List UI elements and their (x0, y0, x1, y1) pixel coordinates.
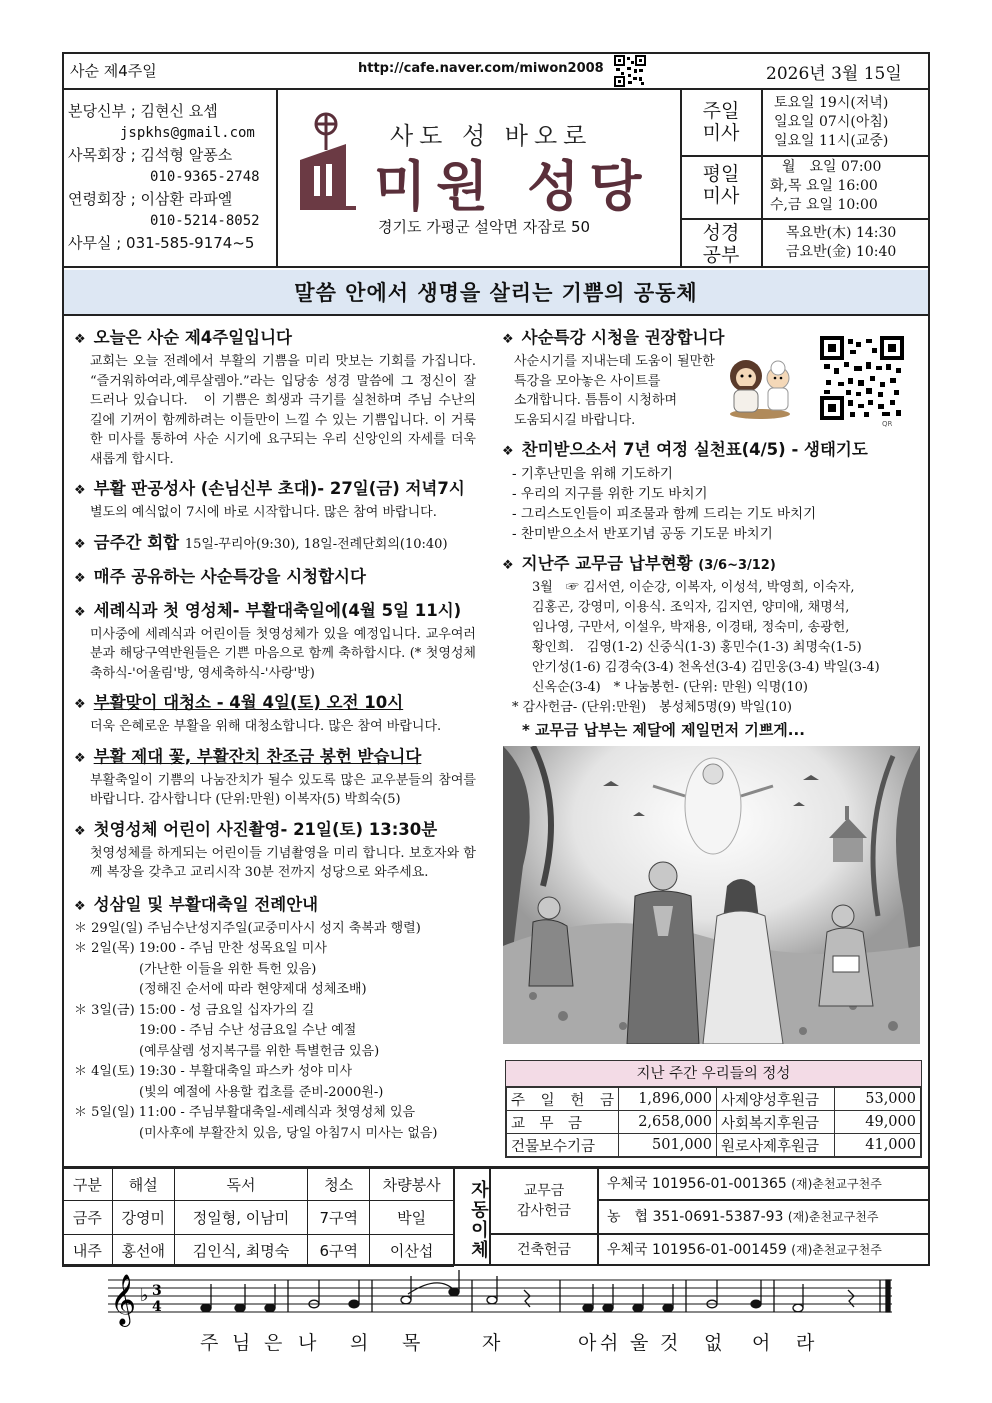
lent-sunday-body: 교회는 오늘 전례에서 부활의 기쁨을 미리 맛보는 기회를 가집니다. “즐거워하여라,예루살렘아.”라는 입당송 성경 말씀에 그 정신이 잘 드러나 있습니다. 이 기쁨은 희생과 극기를 실천하며 주님 수난의 길에 기꺼이 함께하려는 이들만이 느낄 수 있는 기쁨입니다. 이 거룩한 미사를 통하여 사순 시기에 요구되는 우리 신앙인의 자세를 더욱 새롭게 합시다. (90, 354, 476, 467)
cafe-url[interactable]: http://cafe.naver.com/miwon2008 (358, 61, 604, 76)
pastor: 본당신부 ; 김현신 요셉 (68, 102, 218, 120)
logo-subtitle: 사도 성 바오로 (390, 122, 593, 150)
flowers-body: 부활축일이 기쁨의 나눔잔치가 될수 있도록 많은 교우분들의 참여를 바랍니다. 감사합니다 (단위:만원) 이복자(5) 박희숙(5) (90, 772, 476, 807)
table-row: 주 일 헌 금 1,896,000 사제양성후원금 53,000 (507, 1088, 921, 1111)
diamond-icon: ❖ (74, 697, 86, 712)
section-meetings: ❖ 금주간 회합 15일-꾸리아(9:30), 18일-전례단회의(10:40) (74, 532, 448, 552)
sunday-mass-label: 주일 미사 (702, 100, 740, 144)
bible-study-times: 목요반(木) 14:30 금요반(金) 10:40 (786, 225, 897, 260)
triduum-list: ＊ 29일(일) 주님수난성지주일(교중미사시 성지 축복과 행렬) ＊ 2일(목) 19:00 - 주님 만찬 성목요일 미사 (가난한 이들을 위한 특헌 있음) (정해진 순서에 따라 현양제대 성체조배) ＊ 3일(금) 15:00 - 성 금요일 십자가의 길 19:00 - 주님 수난 성금요일 수난 예절 (예루살렘 성지복구를 위한 특별헌금 있음) ＊ 4일(토) 19:30 - 부활대축일 파스카 성야 미사 (빛의 예절에 사용할 컵초를 준비-2000원-) ＊ 5일(일) 11:00 - 주님부활대축일-세례식과 첫영성체 있음 (미사후에 부활잔치 있음, 당일 아침7시 미사는 없음) (74, 920, 438, 1141)
top-bar (62, 52, 930, 90)
laudato-si-list: - 기후난민을 위해 기도하기 - 우리의 지구를 위한 기도 바치기 - 그리스도인들이 피조물과 함께 드리는 기도 바치기 - 찬미받으소서 반포기념 공동 기도문 바치기 (512, 466, 817, 542)
diamond-icon: ❖ (74, 536, 86, 552)
table-row: 금주 강영미 정일형, 이남미 7구역 박일 (63, 1201, 454, 1235)
weekday-mass-times: 월 요일 07:00 화,목 요일 16:00 수,금 요일 10:00 (770, 159, 882, 213)
diamond-icon: ❖ (74, 570, 86, 586)
qr-code[interactable] (820, 336, 904, 428)
diamond-icon: ❖ (502, 558, 514, 573)
auto-transfer-label: 자동이체 (454, 1168, 490, 1266)
section-flowers: ❖ 부활 제대 꽃, 부활잔치 찬조금 봉헌 받습니다 (74, 746, 422, 766)
dues-list: 3월 ☞ 김서연, 이순강, 이복자, 이성석, 박영희, 이숙자, 김홍곤, 강영미, 이용식. 조익자, 김지연, 양미애, 채명석, 임나영, 구만서, 이설우, 박재용, 이경태, 정숙미, 송광헌, 황인희. 김영(1-2) 신중식(1-3) 홍민수(1-3) 최명숙(1-5) 안기성(1-6) 김경숙(3-4) 천옥선(3-4) 김민웅(3-4) 박일(3-4) 신옥순(3-4) * 나눔봉헌- (단위: 만원) 익명(10) (532, 580, 880, 695)
flat-icon: ♭ (140, 1285, 149, 1306)
offerings-table (505, 1060, 922, 1158)
offerings-title: 지난 주간 우리들의 정성 (506, 1061, 921, 1087)
qr-small (614, 55, 646, 91)
table-row: 내주 홍선애 김인식, 최명숙 6구역 이산섭 (63, 1235, 454, 1267)
sunday-mass-times: 토요일 19시(저녁) 일요일 07시(아침) 일요일 11시(교중) (774, 95, 889, 149)
section-confession: ❖ 부활 판공성사 (손님신부 초대)- 27일(금) 저녁7시 (74, 479, 465, 498)
baptism-body: 미사중에 세례식과 어린이들 첫영성체가 있을 예정입니다. 교우여러분과 해당구역반원들은 기쁜 마음으로 함께 축하합시다. (* 첫영성체 축하식-'어울림'방, 영세축하식-'사랑'방) (90, 626, 476, 681)
account-row-1[interactable]: 우체국 101956-01-001365 (재)춘천교구천주 (598, 1168, 930, 1200)
diamond-icon: ❖ (74, 604, 86, 620)
account-row-2[interactable]: 농 협 351-0691-5387-93 (재)춘천교구천주 (598, 1200, 930, 1234)
dues-note: * 교무금 납부는 제달에 제일먼저 기쁘게... (522, 721, 805, 739)
diamond-icon: ❖ (74, 750, 86, 766)
church-address: 경기도 가평군 설악면 자잠로 50 (378, 218, 591, 236)
table-row: 건물보수기금 501,000 원로사제후원금 41,000 (507, 1134, 921, 1157)
section-triduum: ❖ 성삼일 및 부활대축일 전례안내 (74, 894, 319, 914)
prayer-illustration (503, 746, 920, 1044)
diamond-icon: ❖ (74, 483, 86, 498)
bible-study-label: 성경 공부 (702, 222, 740, 266)
diamond-icon: ❖ (502, 332, 514, 347)
diamond-icon: ❖ (74, 898, 86, 914)
left-column (74, 326, 476, 1144)
memorial-president-phone: 010-5214-8052 (150, 213, 260, 229)
confession-body: 별도의 예식없이 7시에 바로 시작합니다. 많은 참여 바랍니다. (90, 505, 437, 520)
table-row: 교 무 금 2,658,000 사회복지후원금 49,000 (507, 1111, 921, 1134)
pastor-email[interactable]: jspkhs@gmail.com (120, 125, 255, 141)
diamond-icon: ❖ (74, 823, 86, 839)
thanks-offering: * 감사헌금- (단위:만원) 봉성체5명(9) 박일(10) (512, 700, 792, 715)
section-lent-lecture: ❖ 매주 공유하는 사순특강을 시청합시다 (74, 566, 366, 586)
diamond-icon: ❖ (74, 332, 86, 347)
council-president: 사목회장 ; 김석형 알퐁소 (68, 146, 233, 164)
section-dues: ❖ 지난주 교무금 납부현황 (3/6~3/12) (502, 554, 776, 573)
council-president-phone: 010-9365-2748 (150, 169, 260, 185)
section-photo: ❖ 첫영성체 어린이 사진촬영- 21일(토) 13:30분 (74, 819, 438, 839)
church-logo-icon (296, 110, 366, 224)
table-row: 구분 해설 독서 청소 차량봉사 (63, 1169, 454, 1201)
cartoon-illustration (722, 346, 798, 426)
diamond-icon: ❖ (502, 444, 514, 459)
office-phone: 사무실 ; 031-585-9174~5 (68, 234, 255, 252)
account-row-3[interactable]: 우체국 101956-01-001459 (재)춘천교구천주 (598, 1234, 930, 1266)
qr-caption: QR (882, 420, 893, 428)
section-lecture-recommend: ❖ 사순특강 시청을 권장합니다 (502, 328, 725, 347)
duty-table (62, 1168, 930, 1266)
weekday-mass-label: 평일 미사 (702, 163, 740, 207)
time-sig-bottom: 4 (152, 1299, 162, 1315)
section-baptism: ❖ 세례식과 첫 영성체- 부활대축일에(4월 5일 11시) (74, 600, 462, 620)
cleaning-body: 더욱 은혜로운 부활을 위해 대청소합니다. 많은 참여 바랍니다. (90, 719, 442, 734)
music-staff (108, 1268, 898, 1332)
lecture-recommend-body: 사순시기를 지내는데 도움이 될만한 특강을 모아놓은 사이트를 소개합니다. 틈틈이 시청하며 도움되시길 바랍니다. (514, 354, 715, 428)
treble-clef-icon: 𝄞 (110, 1274, 137, 1325)
photo-body: 첫영성체를 하게되는 어린이들 기념촬영을 미리 합니다. 보호자와 함께 복장을 갖추고 교리시작 30분 전까지 성당으로 와주세요. (90, 845, 476, 880)
dues-account-label: 교무금 감사헌금 (490, 1168, 598, 1234)
bulletin-date: 2026년 3월 15일 (766, 64, 902, 84)
section-cleaning: ❖ 부활맞이 대청소 - 4월 4일(토) 오전 10시 (74, 693, 404, 712)
building-account-label: 건축헌금 (490, 1234, 598, 1266)
logo-name: 미원 성당 (374, 155, 652, 218)
motto-banner: 말씀 안에서 생명을 살리는 기쁨의 공동체 (64, 270, 928, 316)
liturgical-week: 사순 제4주일 (70, 62, 157, 80)
memorial-president: 연령회장 ; 이삼환 라파엘 (68, 190, 233, 208)
time-sig-top: 3 (152, 1283, 162, 1299)
contact-list (68, 100, 260, 254)
section-lent-sunday: ❖ 오늘은 사순 제4주일입니다 (74, 328, 292, 347)
section-laudato-si: ❖ 찬미받으소서 7년 여정 실천표(4/5) - 생태기도 (502, 440, 868, 459)
